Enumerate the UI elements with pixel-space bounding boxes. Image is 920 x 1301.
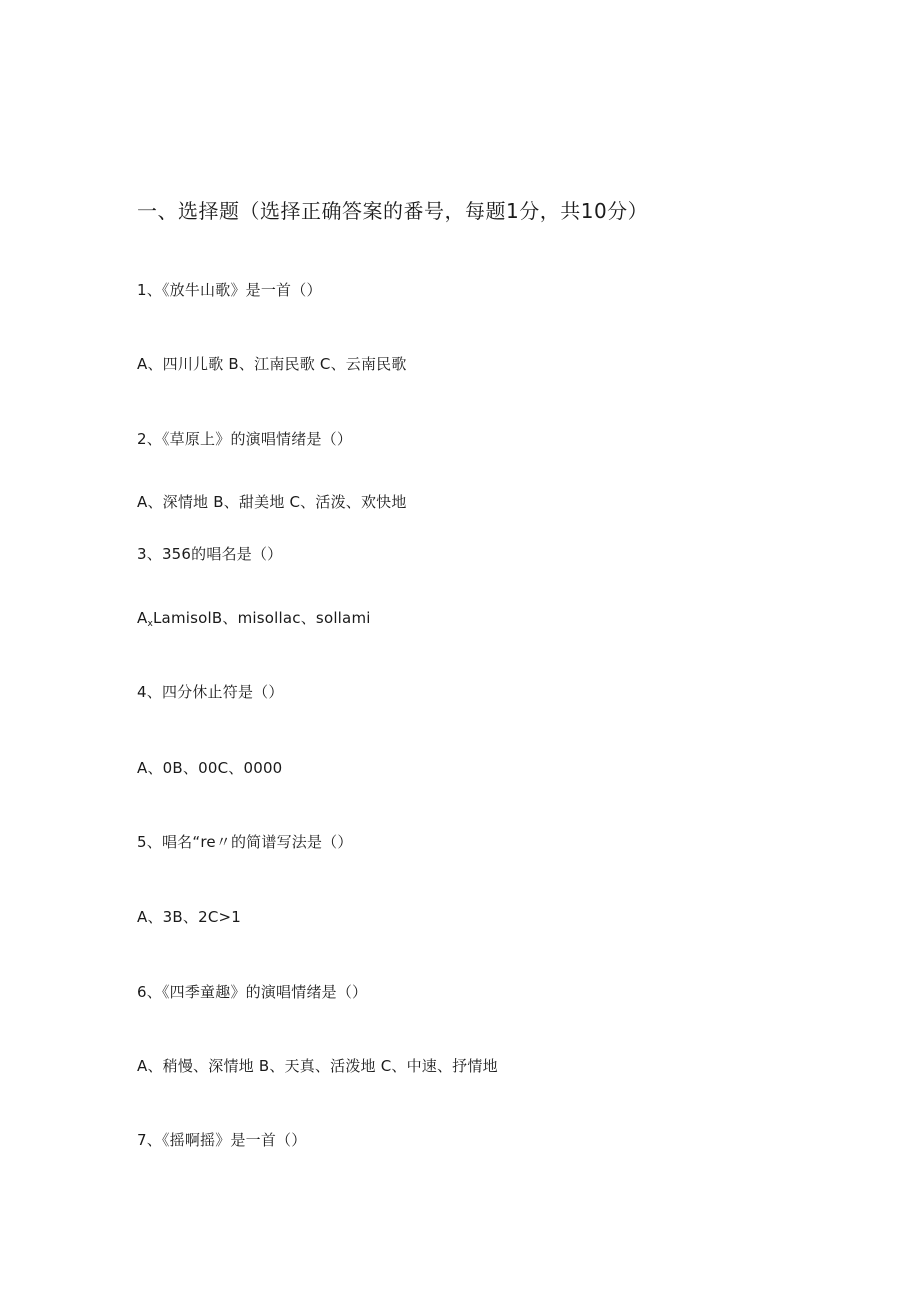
question-1: 1、《放牛山歌》是一首（） [137, 281, 322, 299]
question-4: 4、四分休止符是（） [137, 683, 284, 701]
question-6-options: A、稍慢、深情地 B、天真、活泼地 C、中速、抒情地 [137, 1057, 498, 1075]
question-6: 6、《四季童趣》的演唱情绪是（） [137, 983, 368, 1001]
question-3-options [137, 608, 371, 634]
question-1-options: A、四川儿歌 B、江南民歌 C、云南民歌 [137, 355, 407, 373]
question-5: 5、唱名“re〃的简谱写法是（） [137, 833, 353, 851]
question-3: 3、356的唱名是（） [137, 545, 283, 563]
question-2-options: A、深情地 B、甜美地 C、活泼、欢快地 [137, 493, 407, 511]
option-a-subscript: x [147, 619, 153, 629]
question-4-options: A、0B、00C、0000 [137, 759, 283, 777]
option-rest: LamisolB、misollac、sollami [153, 609, 371, 627]
section-title: 一、选择题（选择正确答案的番号，每题1分，共10分） [137, 199, 649, 223]
question-2: 2、《草原上》的演唱情绪是（） [137, 430, 353, 448]
question-7: 7、《摇啊摇》是一首（） [137, 1131, 307, 1149]
question-5-options: A、3B、2C>1 [137, 908, 242, 926]
option-a-label: A [137, 609, 148, 627]
